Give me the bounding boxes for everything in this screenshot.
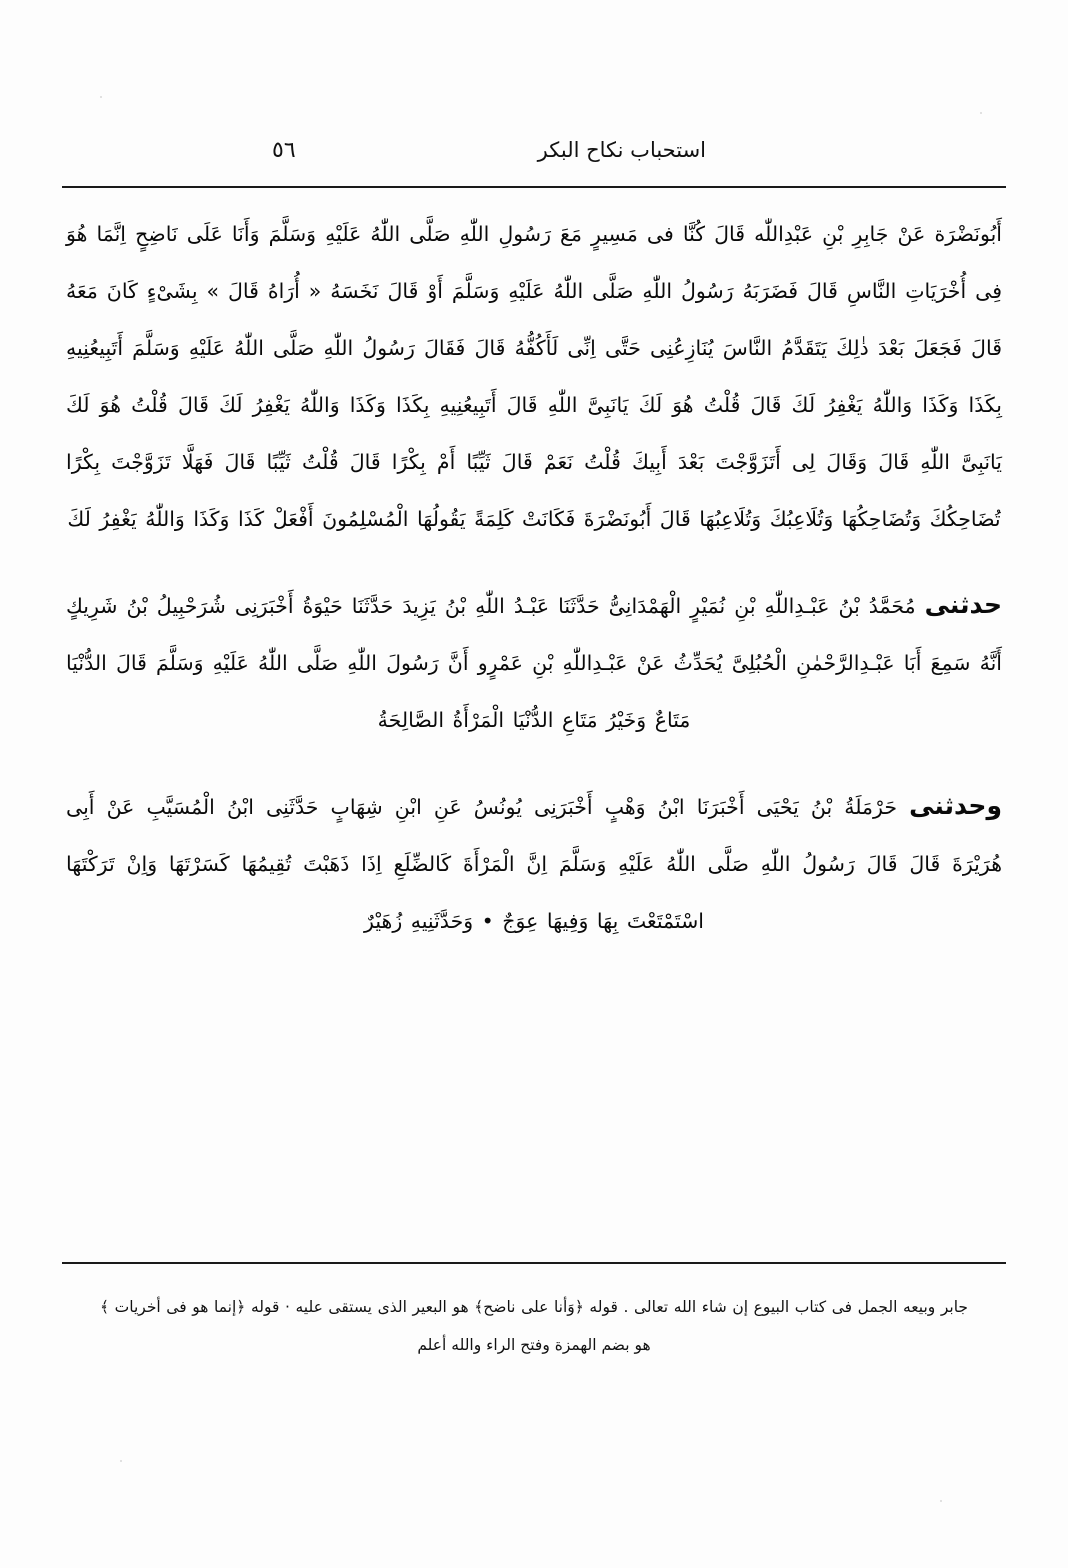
paragraph-lead-word: وحدثنى: [909, 791, 1002, 820]
hadith-paragraph: [66, 206, 1002, 548]
scan-speck: [100, 96, 102, 98]
paragraph-lead-word: حدثنى: [924, 590, 1002, 619]
hadith-paragraph: [66, 777, 1002, 950]
paragraph-text: حَرْمَلَةُ بْنُ يَحْيَى أَخْبَرَنَا ابْنُ وَهْبٍ أَخْبَرَنِى يُونُسُ عَنِ ابْنِ شِهَابٍ حَدَّثَنِى ابْنُ الْمُسَيَّبِ عَنْ أَبِى هُرَيْرَةَ قَالَ قَالَ رَسُولُ اللّٰهِ صَلَّى اللّٰهُ عَلَيْهِ وَسَلَّمَ اِنَّ الْمَرْأَةَ كَالضِّلَعِ اِذَا ذَهَبْتَ تُقِيمُهَا كَسَرْتَهَا وَاِنْ تَرَكْتَهَا اسْتَمْتَعْتَ بِهَا وَفِيهَا عِوَجٌ • وَحَدَّثَنِيهِ زُهَيْرٌ: [66, 795, 1002, 933]
page-header: [62, 128, 1006, 172]
page-number: ٥٦: [272, 137, 296, 163]
header-divider: [62, 186, 1006, 188]
footnote-divider: [62, 1262, 1006, 1264]
paragraph-text: مُحَمَّدُ بْنُ عَبْـدِاللّٰهِ بْنِ نُمَيْرٍ الْهَمْدَانِىُّ حَدَّثَنَا عَبْـدُ اللّٰهِ بْنُ يَزِيدَ حَدَّثَنَا حَيْوَةُ أَخْبَرَنِى شُرَحْبِيلُ بْنُ شَرِيكٍ أَنَّهُ سَمِعَ أَبَا عَبْـدِالرَّحْمٰنِ الْحُبُلِىَّ يُحَدِّثُ عَنْ عَبْـدِاللّٰهِ بْنِ عَمْرٍو أَنَّ رَسُولَ اللّٰهِ صَلَّى اللّٰهُ عَلَيْهِ وَسَلَّمَ قَالَ الدُّنْيَا مَتَاعٌ وَخَيْرُ مَتَاعِ الدُّنْيَا الْمَرْأَةُ الصَّالِحَةُ: [66, 594, 1002, 732]
page-body: [66, 206, 1002, 950]
chapter-title: استحباب نكاح البكر: [537, 138, 706, 162]
footnote-text: جابر وبيعه الجمل فى كتاب البيوع إن شاء الله تعالى . قوله ﴿وَأنا على ناضح﴾ هو البعير الذى يستقى عليه · قوله ﴿إنما هو فى أخريات ﴾ هو بضم الهمزة وفتح الراء والله أعلم: [100, 1298, 968, 1354]
scan-speck: [120, 1460, 122, 1462]
hadith-paragraph: [66, 576, 1002, 749]
scan-speck: [980, 112, 982, 114]
paragraph-text: أَبُونَضْرَة عَنْ جَابِرِ بْنِ عَبْدِاللّٰه قَالَ كُنَّا فى مَسِيرٍ مَعَ رَسُولِ اللّٰهِ صَلَّى اللّٰهُ عَلَيْهِ وَسَلَّمَ وَأَنَا عَلَى نَاضِحٍ اِنَّمَا هُوَ فِى أُخْرَيَاتِ النَّاسِ قَالَ فَضَرَبَهُ رَسُولُ اللّٰهِ صَلَّى اللّٰهُ عَلَيْهِ وَسَلَّمَ أَوْ قَالَ نَخَسَهُ « أُرَاهُ قَالَ » بِشَىْءٍ كَانَ مَعَهُ قَالَ فَجَعَلَ بَعْدَ ذٰلِكَ يَتَقَدَّمُ النَّاسَ يُنَازِعُنِى حَتَّى اِنِّى لَأَكُفُّهُ قَالَ فَقَالَ رَسُولُ اللّٰهِ صَلَّى اللّٰهُ عَلَيْهِ وَسَلَّمَ أَتَبِيعُنِيهِ بِكَذَا وَكَذَا وَاللّٰهُ يَغْفِرُ لَكَ قَالَ قُلْتُ هُوَ لَكَ يَانَبِىَّ اللّٰهِ قَالَ أَتَبِيعُنِيهِ بِكَذَا وَكَذَا وَاللّٰهُ يَغْفِرُ لَكَ قَالَ قُلْتُ هُوَ لَكَ يَانَبِىَّ اللّٰهِ قَالَ وَقَالَ لِى أَتَزَوَّجْتَ بَعْدَ أَبِيكَ قُلْتُ نَعَمْ قَالَ ثَيِّبًا أَمْ بِكْرًا قَالَ قُلْتُ ثَيِّبًا قَالَ فَهَلَّا تَزَوَّجْتَ بِكْرًا تُضَاحِكُكَ وَتُضَاحِكُهَا وَتُلَاعِبُكَ وَتُلَاعِبُهَا قَالَ أَبُونَضْرَةَ فَكَانَتْ كَلِمَةً يَقُولُهَا الْمُسْلِمُونَ أَفْعَلْ كَذَا وَكَذَا وَاللّٰهُ يَغْفِرُ لَكَ: [66, 222, 1002, 531]
scan-speck: [940, 1500, 942, 1502]
